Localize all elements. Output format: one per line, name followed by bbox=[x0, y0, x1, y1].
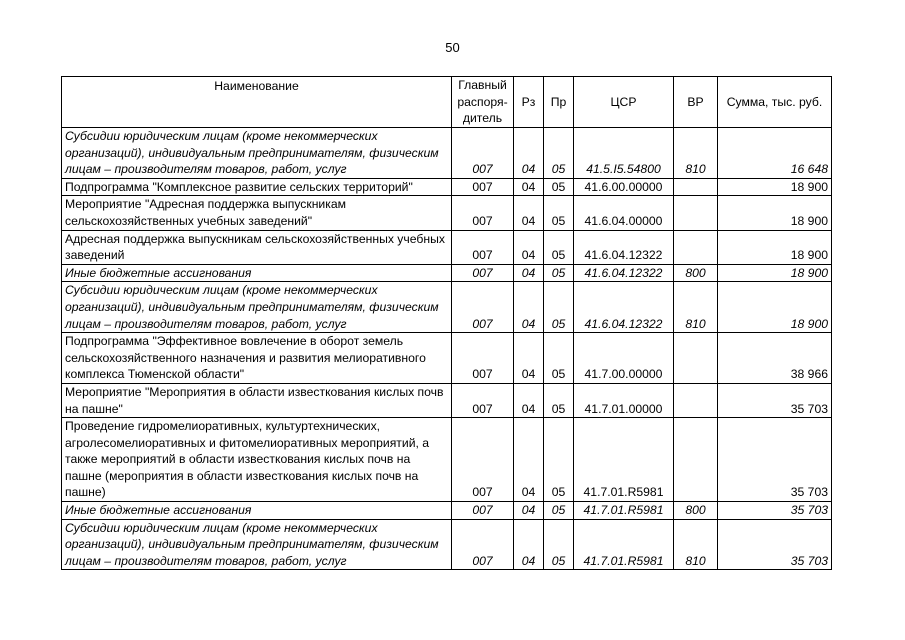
cell-subsection: 05 bbox=[544, 230, 574, 264]
cell-sum: 18 900 bbox=[718, 178, 832, 196]
cell-main-manager: 007 bbox=[452, 264, 514, 282]
cell-section: 04 bbox=[514, 264, 544, 282]
cell-sum: 35 703 bbox=[718, 418, 832, 502]
cell-name: Проведение гидромелиоративных, культуртехнических, агролесомелиоративных и фитомелиоративных мероприятий, а также мероприятий в области известкования кислых почв на пашне (мероприятия в области известкования кислых почв на пашне) bbox=[62, 418, 452, 502]
cell-target-article: 41.6.04.12322 bbox=[574, 282, 674, 333]
cell-expense-type bbox=[674, 230, 718, 264]
cell-section: 04 bbox=[514, 418, 544, 502]
page-number: 50 bbox=[445, 40, 460, 55]
cell-section: 04 bbox=[514, 282, 544, 333]
cell-section: 04 bbox=[514, 519, 544, 570]
cell-main-manager: 007 bbox=[452, 333, 514, 384]
cell-expense-type: 800 bbox=[674, 502, 718, 520]
cell-main-manager: 007 bbox=[452, 502, 514, 520]
table-row bbox=[62, 502, 832, 520]
cell-target-article: 41.6.04.12322 bbox=[574, 264, 674, 282]
cell-name: Мероприятие "Адресная поддержка выпускникам сельскохозяйственных учебных заведений" bbox=[62, 196, 452, 230]
cell-expense-type bbox=[674, 178, 718, 196]
table-row bbox=[62, 230, 832, 264]
cell-name: Субсидии юридическим лицам (кроме некоммерческих организаций), индивидуальным предпринимателям, физическим лицам – производителям товаров, работ, услуг bbox=[62, 282, 452, 333]
cell-subsection: 05 bbox=[544, 502, 574, 520]
cell-section: 04 bbox=[514, 333, 544, 384]
cell-subsection: 05 bbox=[544, 196, 574, 230]
cell-name: Подпрограмма "Эффективное вовлечение в оборот земель сельскохозяйственного назначения и развития мелиоративного комплекса Тюменской области" bbox=[62, 333, 452, 384]
cell-sum: 35 703 bbox=[718, 519, 832, 570]
cell-subsection: 05 bbox=[544, 418, 574, 502]
cell-name: Мероприятие "Мероприятия в области известкования кислых почв на пашне" bbox=[62, 383, 452, 417]
cell-target-article: 41.5.I5.54800 bbox=[574, 128, 674, 179]
cell-target-article: 41.6.04.00000 bbox=[574, 196, 674, 230]
cell-name: Субсидии юридическим лицам (кроме некоммерческих организаций), индивидуальным предпринимателям, физическим лицам – производителям товаров, работ, услуг bbox=[62, 519, 452, 570]
header-name: Наименование bbox=[62, 77, 452, 128]
cell-target-article: 41.7.01.R5981 bbox=[574, 418, 674, 502]
cell-subsection: 05 bbox=[544, 333, 574, 384]
table-row bbox=[62, 196, 832, 230]
cell-section: 04 bbox=[514, 196, 544, 230]
table-row bbox=[62, 282, 832, 333]
header-main-manager: Главный распоря-дитель bbox=[452, 77, 514, 128]
cell-subsection: 05 bbox=[544, 264, 574, 282]
cell-section: 04 bbox=[514, 230, 544, 264]
cell-target-article: 41.6.00.00000 bbox=[574, 178, 674, 196]
budget-table bbox=[61, 76, 832, 570]
cell-sum: 38 966 bbox=[718, 333, 832, 384]
cell-target-article: 41.6.04.12322 bbox=[574, 230, 674, 264]
cell-subsection: 05 bbox=[544, 519, 574, 570]
cell-subsection: 05 bbox=[544, 282, 574, 333]
cell-sum: 35 703 bbox=[718, 502, 832, 520]
cell-name: Подпрограмма "Комплексное развитие сельских территорий" bbox=[62, 178, 452, 196]
cell-sum: 18 900 bbox=[718, 282, 832, 333]
cell-target-article: 41.7.01.R5981 bbox=[574, 519, 674, 570]
cell-main-manager: 007 bbox=[452, 282, 514, 333]
table-row bbox=[62, 519, 832, 570]
cell-name: Иные бюджетные ассигнования bbox=[62, 264, 452, 282]
cell-main-manager: 007 bbox=[452, 519, 514, 570]
table-row bbox=[62, 418, 832, 502]
cell-expense-type: 810 bbox=[674, 282, 718, 333]
cell-sum: 18 900 bbox=[718, 230, 832, 264]
cell-expense-type bbox=[674, 383, 718, 417]
cell-target-article: 41.7.00.00000 bbox=[574, 333, 674, 384]
table-row bbox=[62, 264, 832, 282]
cell-name: Адресная поддержка выпускникам сельскохозяйственных учебных заведений bbox=[62, 230, 452, 264]
cell-target-article: 41.7.01.R5981 bbox=[574, 502, 674, 520]
cell-expense-type: 810 bbox=[674, 519, 718, 570]
cell-section: 04 bbox=[514, 178, 544, 196]
cell-name: Иные бюджетные ассигнования bbox=[62, 502, 452, 520]
cell-target-article: 41.7.01.00000 bbox=[574, 383, 674, 417]
header-row bbox=[62, 77, 832, 128]
cell-main-manager: 007 bbox=[452, 383, 514, 417]
cell-expense-type bbox=[674, 196, 718, 230]
table-row bbox=[62, 333, 832, 384]
cell-expense-type: 800 bbox=[674, 264, 718, 282]
cell-subsection: 05 bbox=[544, 128, 574, 179]
header-sum: Сумма, тыс. руб. bbox=[718, 77, 832, 128]
cell-section: 04 bbox=[514, 128, 544, 179]
cell-expense-type bbox=[674, 333, 718, 384]
cell-sum: 18 900 bbox=[718, 264, 832, 282]
cell-main-manager: 007 bbox=[452, 196, 514, 230]
cell-main-manager: 007 bbox=[452, 230, 514, 264]
cell-main-manager: 007 bbox=[452, 128, 514, 179]
cell-name: Субсидии юридическим лицам (кроме некоммерческих организаций), индивидуальным предпринимателям, физическим лицам – производителям товаров, работ, услуг bbox=[62, 128, 452, 179]
header-expense-type: ВР bbox=[674, 77, 718, 128]
cell-main-manager: 007 bbox=[452, 418, 514, 502]
cell-sum: 16 648 bbox=[718, 128, 832, 179]
header-target-article: ЦСР bbox=[574, 77, 674, 128]
cell-subsection: 05 bbox=[544, 178, 574, 196]
cell-expense-type: 810 bbox=[674, 128, 718, 179]
cell-sum: 35 703 bbox=[718, 383, 832, 417]
cell-section: 04 bbox=[514, 383, 544, 417]
cell-section: 04 bbox=[514, 502, 544, 520]
table-row bbox=[62, 178, 832, 196]
table-row bbox=[62, 128, 832, 179]
header-subsection: Пр bbox=[544, 77, 574, 128]
table-body bbox=[62, 128, 832, 570]
cell-sum: 18 900 bbox=[718, 196, 832, 230]
cell-subsection: 05 bbox=[544, 383, 574, 417]
header-section: Рз bbox=[514, 77, 544, 128]
table-row bbox=[62, 383, 832, 417]
cell-main-manager: 007 bbox=[452, 178, 514, 196]
cell-expense-type bbox=[674, 418, 718, 502]
